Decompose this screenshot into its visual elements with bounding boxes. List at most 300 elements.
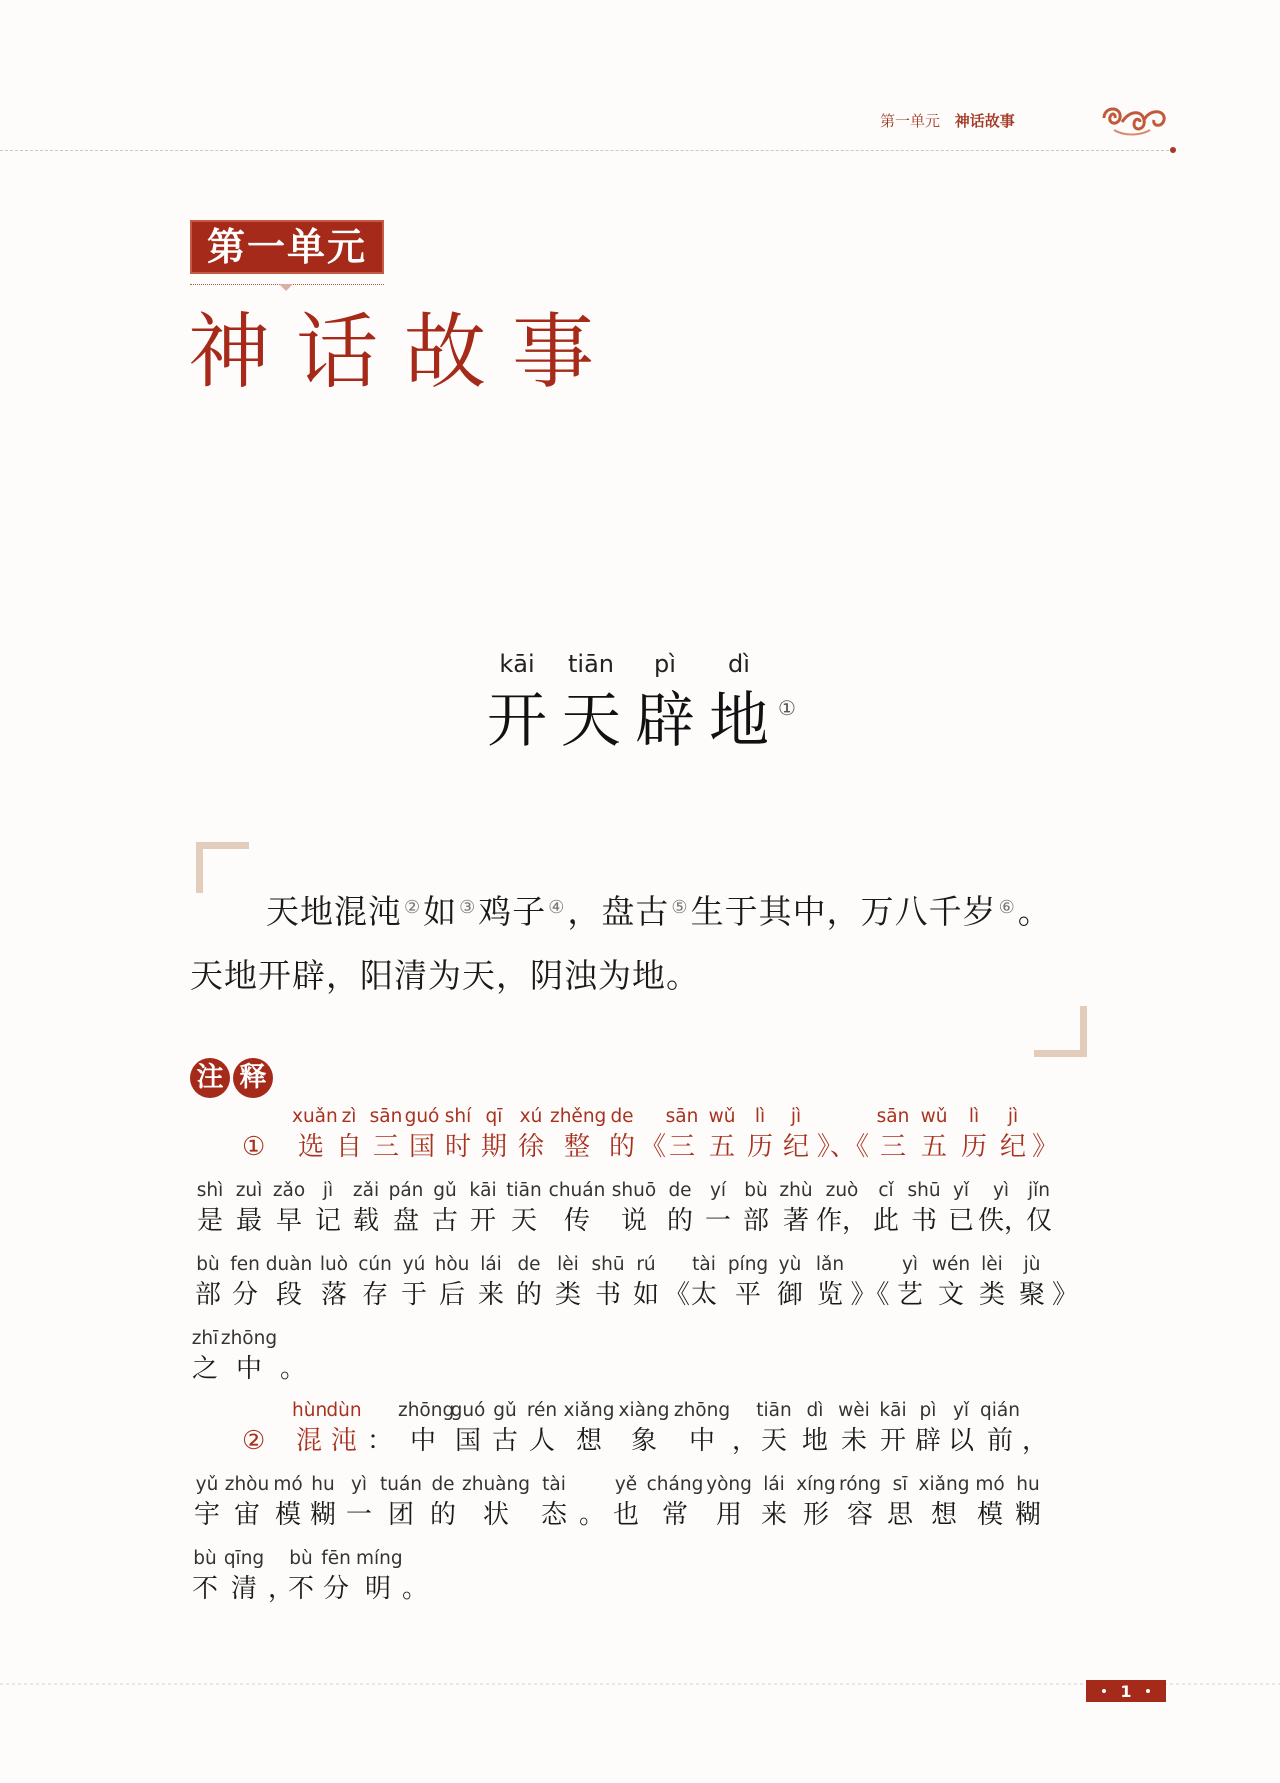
running-header-title: 神话故事 <box>954 112 1015 130</box>
note-char <box>1022 1400 1048 1458</box>
note-char <box>278 1328 308 1386</box>
note-char <box>682 1254 726 1312</box>
main-text-line-1 <box>266 892 1052 932</box>
hanzi: 沌 <box>330 1426 357 1456</box>
note-char <box>1012 1254 1052 1312</box>
hanzi: 著 <box>782 1206 809 1236</box>
page-number-dot-right <box>1146 1689 1150 1693</box>
pinyin: zì <box>341 1106 357 1127</box>
note-char <box>704 1474 754 1532</box>
note-char <box>912 1400 944 1458</box>
hanzi: 模 <box>976 1500 1003 1530</box>
hanzi: 佚， <box>978 1206 1031 1236</box>
note-char <box>432 1254 472 1312</box>
hanzi: 》 <box>1032 1132 1059 1162</box>
note-char <box>190 1474 224 1532</box>
note-char <box>994 1106 1032 1164</box>
pinyin: lǎn <box>815 1254 845 1275</box>
pinyin: lèi <box>557 1254 579 1275</box>
note-char <box>346 1180 386 1238</box>
pinyin: guó <box>404 1106 440 1127</box>
hanzi: 类 <box>978 1280 1005 1310</box>
hanzi: 中 <box>688 1426 715 1456</box>
hanzi: 国 <box>408 1132 435 1162</box>
note-char <box>814 1106 872 1164</box>
pinyin: yì <box>901 1254 919 1275</box>
pinyin <box>814 1106 872 1130</box>
unit-title: 神话故事 <box>188 305 621 400</box>
note-char <box>794 1474 838 1532</box>
note-char <box>732 1400 759 1458</box>
unit-badge: 第一单元 <box>190 220 384 274</box>
note-1-line-2 <box>190 1180 1054 1238</box>
hanzi: 前 <box>986 1426 1013 1456</box>
note-char <box>578 1474 606 1532</box>
hanzi: 三 <box>879 1132 906 1162</box>
hanzi: 天 <box>510 1206 537 1236</box>
pinyin: qīng <box>223 1548 265 1569</box>
note-char <box>306 1474 340 1532</box>
note-char <box>268 1548 295 1606</box>
pinyin: tiān <box>568 650 614 678</box>
hanzi: 开 <box>469 1206 496 1236</box>
note-char <box>850 1254 890 1312</box>
note-char <box>972 1254 1012 1312</box>
note-char <box>726 1254 770 1312</box>
hanzi: 书 <box>594 1280 621 1310</box>
hanzi: 不 <box>287 1574 314 1604</box>
note-char <box>464 1180 502 1238</box>
note-char <box>562 1400 616 1458</box>
hanzi: 来 <box>477 1280 504 1310</box>
lesson-title <box>480 650 776 758</box>
pinyin: bù <box>196 1254 220 1275</box>
note-char <box>838 1474 882 1532</box>
hanzi: 历 <box>746 1132 773 1162</box>
note-char <box>944 1400 978 1458</box>
pinyin <box>400 1548 430 1572</box>
hanzi: 艺 <box>896 1280 923 1310</box>
pinyin: zǎi <box>352 1180 380 1201</box>
hanzi: 未 <box>840 1426 867 1456</box>
pinyin: rú <box>636 1254 656 1275</box>
pinyin: tiān <box>756 1400 792 1421</box>
hanzi: 传 <box>563 1206 590 1236</box>
hanzi: 思 <box>886 1500 913 1530</box>
note-char <box>472 1254 510 1312</box>
note-char <box>292 1106 338 1164</box>
pinyin: rén <box>526 1400 558 1421</box>
hanzi: 整 <box>563 1132 590 1162</box>
note-char <box>640 1106 667 1164</box>
note-char <box>462 1474 530 1532</box>
hanzi: 平 <box>734 1280 761 1310</box>
pinyin: cún <box>358 1254 392 1275</box>
lesson-title-char <box>480 650 554 758</box>
cloud-ornament-icon <box>1100 100 1170 140</box>
pinyin <box>1052 1254 1076 1278</box>
hanzi: 古 <box>431 1206 458 1236</box>
note-char <box>1024 1180 1054 1238</box>
note-char <box>316 1548 356 1606</box>
hanzi: 象 <box>630 1426 657 1456</box>
pinyin: fēn <box>321 1548 351 1569</box>
hanzi: ， <box>268 1574 295 1604</box>
note-char <box>488 1400 522 1458</box>
note-marker: ⑥ <box>998 897 1016 918</box>
note-char <box>914 1106 954 1164</box>
lesson-title-char <box>702 650 776 758</box>
note-char <box>890 1254 930 1312</box>
note-char <box>548 1254 588 1312</box>
note-char <box>340 1474 378 1532</box>
pinyin: tuán <box>379 1474 423 1495</box>
pinyin: zhōng <box>398 1400 455 1421</box>
pinyin: mó <box>975 1474 1005 1495</box>
text-segment: 生于其中，万八千岁 <box>690 892 997 931</box>
hanzi: 《 <box>640 1132 667 1162</box>
page-number-dot-left <box>1102 1689 1106 1693</box>
hanzi: 辟 <box>635 686 695 756</box>
note-char <box>268 1180 310 1238</box>
pinyin: xiǎng <box>563 1400 615 1421</box>
pinyin: de <box>431 1474 455 1495</box>
note-char <box>448 1400 488 1458</box>
pinyin: sī <box>892 1474 908 1495</box>
pinyin: sān <box>369 1106 403 1127</box>
hanzi: 段 <box>275 1280 302 1310</box>
hanzi: 中 <box>409 1426 436 1456</box>
hanzi: 形 <box>802 1500 829 1530</box>
pinyin: yì <box>992 1180 1010 1201</box>
hanzi: 也 <box>612 1500 639 1530</box>
note-char <box>954 1106 994 1164</box>
hanzi: 不 <box>191 1574 218 1604</box>
hanzi: 》《 <box>850 1280 890 1310</box>
hanzi: 早 <box>275 1206 302 1236</box>
pinyin: hu <box>1016 1474 1040 1495</box>
hanzi: 开 <box>879 1426 906 1456</box>
note-char <box>742 1106 778 1164</box>
note-char <box>404 1106 440 1164</box>
note-char <box>872 1106 914 1164</box>
notes-heading <box>190 1058 276 1098</box>
pinyin: hu <box>311 1474 335 1495</box>
hanzi: 天 <box>760 1426 787 1456</box>
hanzi: 选 <box>297 1132 324 1162</box>
hanzi: 模 <box>274 1500 301 1530</box>
note-char <box>510 1254 548 1312</box>
hanzi: 清 <box>230 1574 257 1604</box>
hanzi: 一 <box>345 1500 372 1530</box>
note-char <box>368 1106 404 1164</box>
pinyin: jì <box>790 1106 802 1127</box>
note-char <box>868 1180 904 1238</box>
hanzi: 此 <box>872 1206 899 1236</box>
note-char <box>660 1180 700 1238</box>
text-segment: ，盘古 <box>567 892 670 931</box>
hanzi: 的 <box>666 1206 693 1236</box>
note-marker: ⑤ <box>671 897 689 918</box>
pinyin: dì <box>806 1400 824 1421</box>
hanzi: 历 <box>960 1132 987 1162</box>
pinyin: zhěng <box>550 1106 607 1127</box>
note-char <box>662 1106 702 1164</box>
pinyin <box>1022 1400 1048 1424</box>
pinyin: zhī <box>191 1328 219 1349</box>
hanzi: 记 <box>314 1206 341 1236</box>
pinyin: píng <box>727 1254 769 1275</box>
pinyin: mó <box>273 1474 303 1495</box>
pinyin: lèi <box>981 1254 1003 1275</box>
note-char <box>1010 1474 1046 1532</box>
note-char <box>292 1400 326 1458</box>
pinyin: bù <box>289 1548 313 1569</box>
hanzi: 用 <box>715 1500 742 1530</box>
hanzi: 落 <box>320 1280 347 1310</box>
note-char <box>224 1474 270 1532</box>
pinyin: kāi <box>469 1180 497 1201</box>
note-char <box>546 1180 608 1238</box>
note-char <box>588 1254 628 1312</box>
pinyin: bù <box>744 1180 768 1201</box>
hanzi: 说 <box>620 1206 647 1236</box>
note-char <box>398 1400 455 1458</box>
pinyin: kāi <box>499 650 535 678</box>
note-char <box>604 1106 640 1164</box>
hanzi: 聚 <box>1018 1280 1045 1310</box>
hanzi: 《 <box>664 1280 691 1310</box>
note-char <box>776 1180 816 1238</box>
pinyin: zuò <box>825 1180 859 1201</box>
pinyin: fen <box>230 1254 260 1275</box>
pinyin: lái <box>763 1474 785 1495</box>
note-char <box>220 1328 278 1386</box>
hanzi: 存 <box>361 1280 388 1310</box>
note-2-line-3 <box>190 1548 430 1606</box>
note-2-line-1 <box>242 1400 1048 1458</box>
pinyin: yě <box>614 1474 638 1495</box>
hanzi: ： <box>366 1426 393 1456</box>
pinyin: xú <box>519 1106 543 1127</box>
note-char <box>190 1254 226 1312</box>
pinyin: yù <box>778 1254 802 1275</box>
hanzi: 想 <box>575 1426 602 1456</box>
pinyin: jì <box>322 1180 334 1201</box>
pinyin: pì <box>919 1400 937 1421</box>
pinyin: shuō <box>611 1180 657 1201</box>
hanzi: 宙 <box>233 1500 260 1530</box>
running-header <box>880 110 1015 131</box>
note-char <box>628 1254 664 1312</box>
note-char <box>190 1328 220 1386</box>
note-char <box>616 1400 672 1458</box>
note-char <box>550 1106 607 1164</box>
pinyin: yǐ <box>952 1400 970 1421</box>
hanzi: 盘 <box>392 1206 419 1236</box>
pinyin: shū <box>907 1180 941 1201</box>
note-1-line-3 <box>190 1254 1079 1312</box>
note-char <box>904 1180 944 1238</box>
hanzi: 的 <box>608 1132 635 1162</box>
note-1-line-4 <box>190 1328 308 1386</box>
hanzi: 已 <box>947 1206 974 1236</box>
hanzi: 五 <box>708 1132 735 1162</box>
hanzi: ， <box>732 1426 759 1456</box>
pinyin: zhuàng <box>462 1474 530 1495</box>
hanzi: 地 <box>709 686 769 756</box>
hanzi: 于 <box>400 1280 427 1310</box>
pinyin: sān <box>665 1106 699 1127</box>
note-char <box>672 1400 732 1458</box>
hanzi: 混 <box>295 1426 322 1456</box>
pinyin: tài <box>542 1474 566 1495</box>
pinyin: míng <box>356 1548 403 1569</box>
hanzi: 宇 <box>193 1500 220 1530</box>
hanzi: 常 <box>661 1500 688 1530</box>
hanzi: 国 <box>454 1426 481 1456</box>
note-char <box>796 1400 834 1458</box>
hanzi: 团 <box>387 1500 414 1530</box>
pinyin: guó <box>450 1400 486 1421</box>
note-char <box>326 1400 362 1458</box>
note-char <box>918 1474 970 1532</box>
header-dot <box>1170 147 1176 153</box>
hanzi: 的 <box>515 1280 542 1310</box>
hanzi: 载 <box>352 1206 379 1236</box>
pinyin: gǔ <box>433 1180 457 1201</box>
note-char <box>882 1474 918 1532</box>
hanzi: 。 <box>401 1574 428 1604</box>
pinyin: hùn <box>292 1400 328 1421</box>
pinyin: shí <box>444 1106 472 1127</box>
hanzi: 纪 <box>782 1132 809 1162</box>
hanzi: 开 <box>487 686 547 756</box>
note-char <box>502 1180 546 1238</box>
hanzi: 纪 <box>999 1132 1026 1162</box>
note-char <box>978 1180 1031 1238</box>
pinyin: zhōng <box>220 1328 278 1349</box>
hanzi: 容 <box>846 1500 873 1530</box>
pinyin: tiān <box>506 1180 542 1201</box>
note-char <box>530 1474 578 1532</box>
hanzi: 时 <box>444 1132 471 1162</box>
pinyin <box>850 1254 890 1278</box>
hanzi: 古 <box>491 1426 518 1456</box>
pinyin: yǔ <box>195 1474 219 1495</box>
note-char <box>700 1180 736 1238</box>
note-char <box>378 1474 424 1532</box>
note-char <box>220 1548 268 1606</box>
hanzi: 人 <box>528 1426 555 1456</box>
footer <box>0 1672 1280 1702</box>
pinyin: luò <box>319 1254 349 1275</box>
pinyin: yì <box>350 1474 368 1495</box>
bracket-bottom-right <box>1034 1006 1087 1057</box>
note-char <box>330 1106 368 1164</box>
note-marker: ④ <box>548 897 566 918</box>
pinyin: bù <box>193 1548 217 1569</box>
hanzi: 后 <box>438 1280 465 1310</box>
hanzi: 态 <box>540 1500 567 1530</box>
pinyin: lì <box>754 1106 766 1127</box>
pinyin: wǔ <box>920 1106 948 1127</box>
hanzi: 最 <box>235 1206 262 1236</box>
note-char <box>512 1106 550 1164</box>
note-2-line-2 <box>190 1474 1046 1532</box>
note-char <box>310 1180 346 1238</box>
running-header-unit: 第一单元 <box>880 112 941 130</box>
hanzi: 作， <box>816 1206 869 1236</box>
pinyin: zuì <box>235 1180 263 1201</box>
note-char <box>396 1254 432 1312</box>
hanzi: 仅 <box>1025 1206 1052 1236</box>
pinyin: cháng <box>646 1474 704 1495</box>
pinyin: de <box>517 1254 541 1275</box>
pinyin: zhòu <box>224 1474 270 1495</box>
note-char <box>476 1106 512 1164</box>
pinyin <box>640 1106 662 1130</box>
hanzi: 天 <box>561 686 621 756</box>
note-char <box>736 1180 776 1238</box>
note-char <box>874 1400 912 1458</box>
note-char <box>356 1548 403 1606</box>
note-char <box>702 1106 742 1164</box>
note-char <box>752 1400 796 1458</box>
hanzi: 糊 <box>1014 1500 1041 1530</box>
hanzi: 书 <box>910 1206 937 1236</box>
hanzi: 如 <box>632 1280 659 1310</box>
note-char <box>834 1400 874 1458</box>
note-char <box>978 1400 1022 1458</box>
hanzi: 部 <box>194 1280 221 1310</box>
note-char <box>970 1474 1010 1532</box>
pinyin: xiǎng <box>918 1474 970 1495</box>
note-char <box>226 1254 264 1312</box>
bracket-top-left <box>196 842 249 893</box>
pinyin: gǔ <box>493 1400 517 1421</box>
pinyin: dùn <box>326 1400 362 1421</box>
header-rule <box>0 150 1174 151</box>
notes-heading-seal-1: 注 <box>190 1058 230 1098</box>
pinyin: wén <box>931 1254 971 1275</box>
note-char <box>754 1474 794 1532</box>
pinyin: chuán <box>548 1180 606 1201</box>
pinyin: de <box>610 1106 634 1127</box>
note-char <box>354 1254 396 1312</box>
note-char <box>270 1474 306 1532</box>
pinyin: wèi <box>838 1400 870 1421</box>
text-segment: 。 <box>1017 892 1052 931</box>
note-marker: ② <box>404 897 422 918</box>
note-char <box>522 1400 562 1458</box>
pinyin: duàn <box>265 1254 313 1275</box>
pinyin <box>578 1474 606 1498</box>
note-char <box>400 1548 430 1606</box>
hanzi: 糊 <box>309 1500 336 1530</box>
note-char <box>190 1180 230 1238</box>
note-number: ② <box>242 1426 266 1456</box>
pinyin: hòu <box>434 1254 470 1275</box>
pinyin: lái <box>480 1254 502 1275</box>
pinyin: xiàng <box>618 1400 670 1421</box>
hanzi: 辟 <box>914 1426 941 1456</box>
note-char <box>424 1474 462 1532</box>
pinyin <box>732 1400 752 1424</box>
note-char <box>426 1180 464 1238</box>
note-marker: ③ <box>459 897 477 918</box>
pinyin: kāi <box>879 1400 907 1421</box>
